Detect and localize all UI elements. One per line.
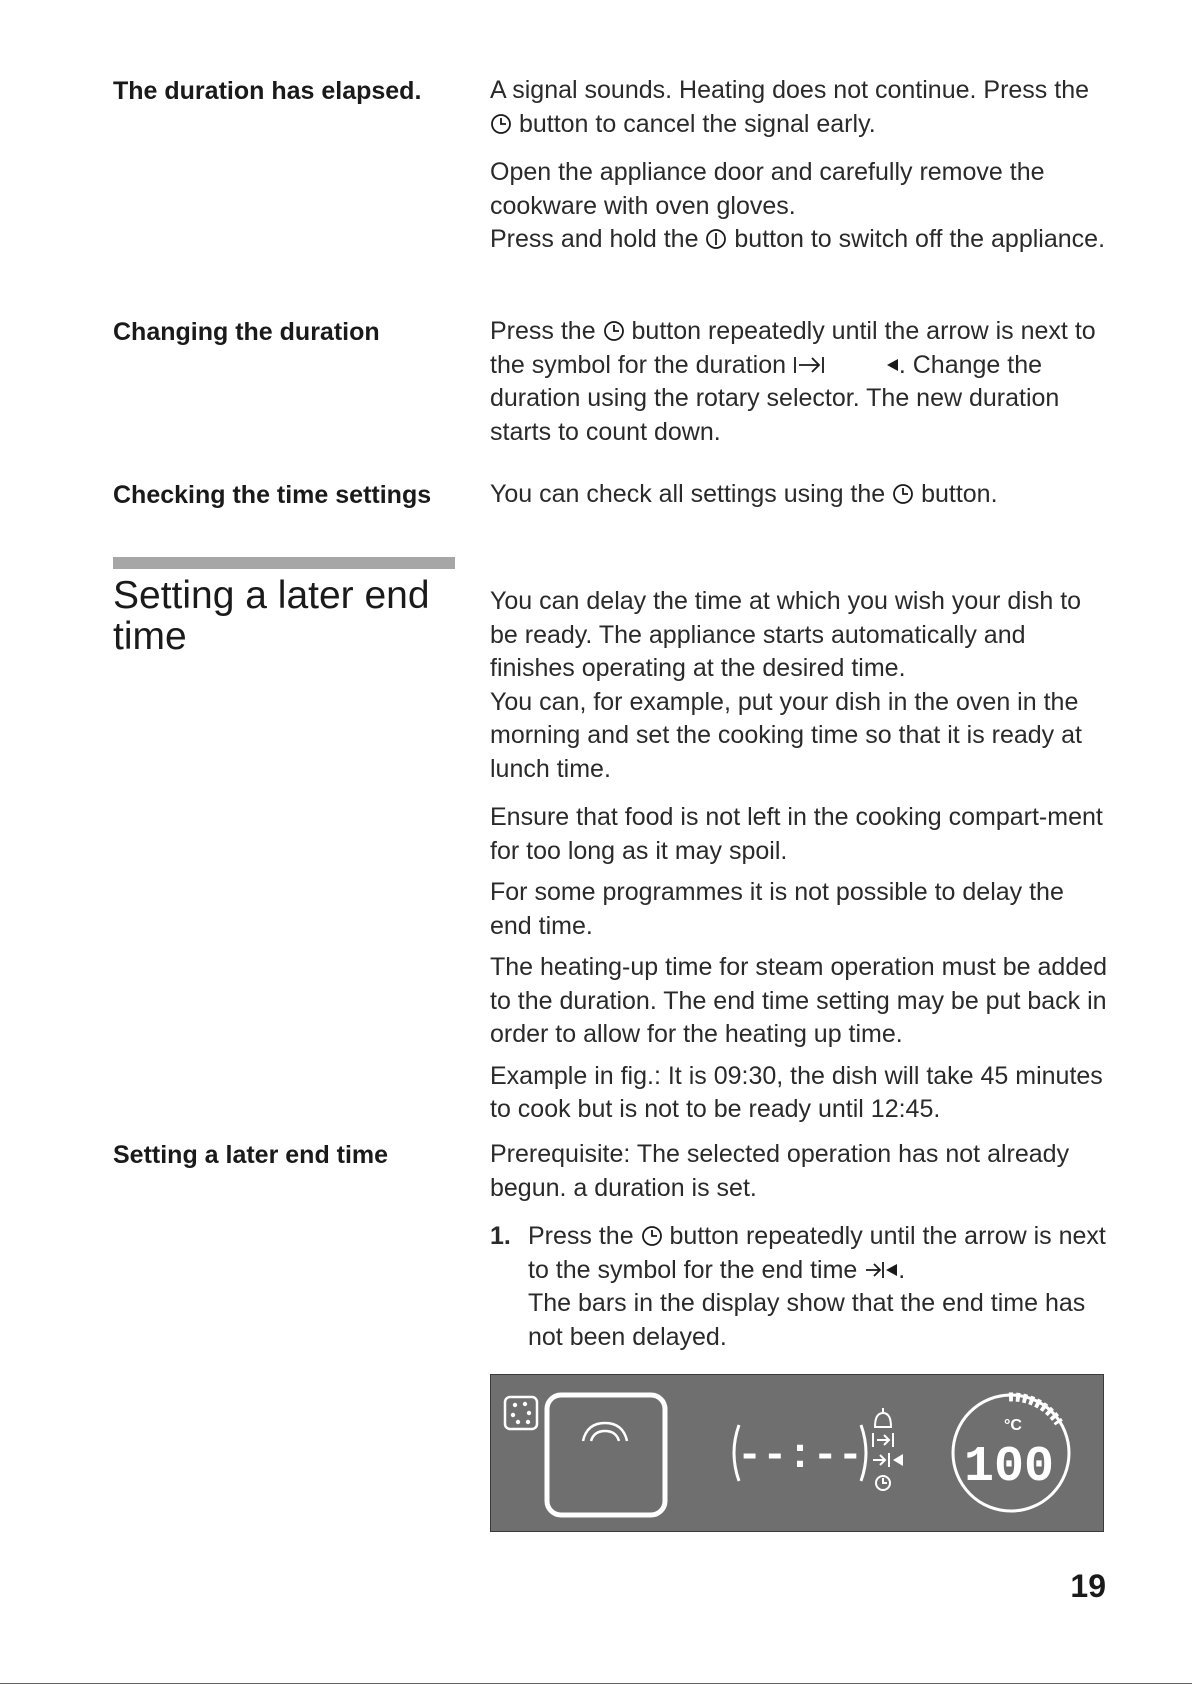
text: . [898,1255,906,1284]
list-item [490,1220,1110,1354]
paragraph [490,315,1110,449]
display-graphic [491,1375,1103,1531]
clock-icon [490,113,512,135]
clock-icon [876,1476,890,1490]
text: . Change the duration using the rotary selector. The new duration starts to count down. [490,350,1060,446]
paragraph: For some programmes it is not possible to delay the end time. [490,878,1064,940]
end-time-icon [864,1259,898,1281]
bell-icon [875,1408,891,1427]
step-number: 1. [490,1222,511,1250]
text: button. [921,480,998,508]
clock-icon [892,483,914,505]
clock-icon [603,320,625,342]
dots-icon [505,1397,537,1429]
row-body-later [490,1138,1110,1354]
text: button to cancel the signal early. [518,109,876,138]
paragraph: Example in fig.: It is 09:30, the dish will take 45 minutes to cook but is not to be ready until 12:45. [490,1061,1103,1123]
oven-display [490,1374,1104,1532]
row-label-elapsed: The duration has elapsed. [113,77,422,105]
temperature-readout: 100 [963,1439,1055,1496]
row-label-changing: Changing the duration [113,318,380,346]
paragraph [490,223,1110,257]
paragraph: The heating-up time for steam operation must be added to the duration. The end time setting may be put back in order to allow for the heating up time. [490,953,1108,1048]
time-readout: --:-- [736,1432,864,1480]
row-label-later: Setting a later end time [113,1141,389,1169]
text: Press the [490,317,596,345]
page-number: 19 [1070,1568,1106,1604]
section-body [490,585,1110,1142]
paragraph: Open the appliance door and carefully remove the cookware with oven gloves. [490,158,1045,220]
text: button to switch off the appliance. [734,225,1106,253]
row-body-checking [490,478,1110,527]
paragraph: You can delay the time at which you wish your dish to be ready. The appliance starts automatically and finishes operating at the desired time. [490,587,1082,682]
section-heading: Setting a later end time [113,574,430,658]
text: Press and hold the [490,225,699,253]
steam-icon [583,1423,627,1441]
paragraph: Ensure that food is not left in the cooking compart-ment for too long as it may spoil. [490,803,1103,865]
paragraph: Prerequisite: The selected operation has not already begun. a duration is set. [490,1140,1070,1202]
paragraph [490,74,1110,141]
clock-icon [641,1225,663,1247]
row-label-checking: Checking the time settings [113,481,432,509]
row-body-changing [490,315,1110,464]
row-body-elapsed [490,74,1110,272]
text: Press the [528,1222,634,1250]
paragraph [490,478,1110,512]
end-time-icon [873,1453,903,1467]
bottom-rule [0,1683,1192,1684]
text: button repeatedly until the arrow is next to the symbol for the end time [528,1222,1106,1284]
paragraph: You can, for example, put your dish in the oven in the morning and set the cooking time so that it is ready at lunch time. [490,687,1082,783]
text: You can check all settings using the [490,480,886,508]
text: The bars in the display show that the end time has not been delayed. [528,1289,1086,1351]
text: A signal sounds. Heating does not continue. Press the [490,76,1089,104]
temp-unit: °C [1004,1417,1022,1434]
power-icon [705,228,727,250]
section-rule [113,557,455,569]
duration-icon [873,1433,893,1447]
text: button repeatedly until the arrow is next to the symbol for the duration [490,317,1096,379]
arrow-left-icon [885,354,899,376]
duration-icon [793,354,827,376]
